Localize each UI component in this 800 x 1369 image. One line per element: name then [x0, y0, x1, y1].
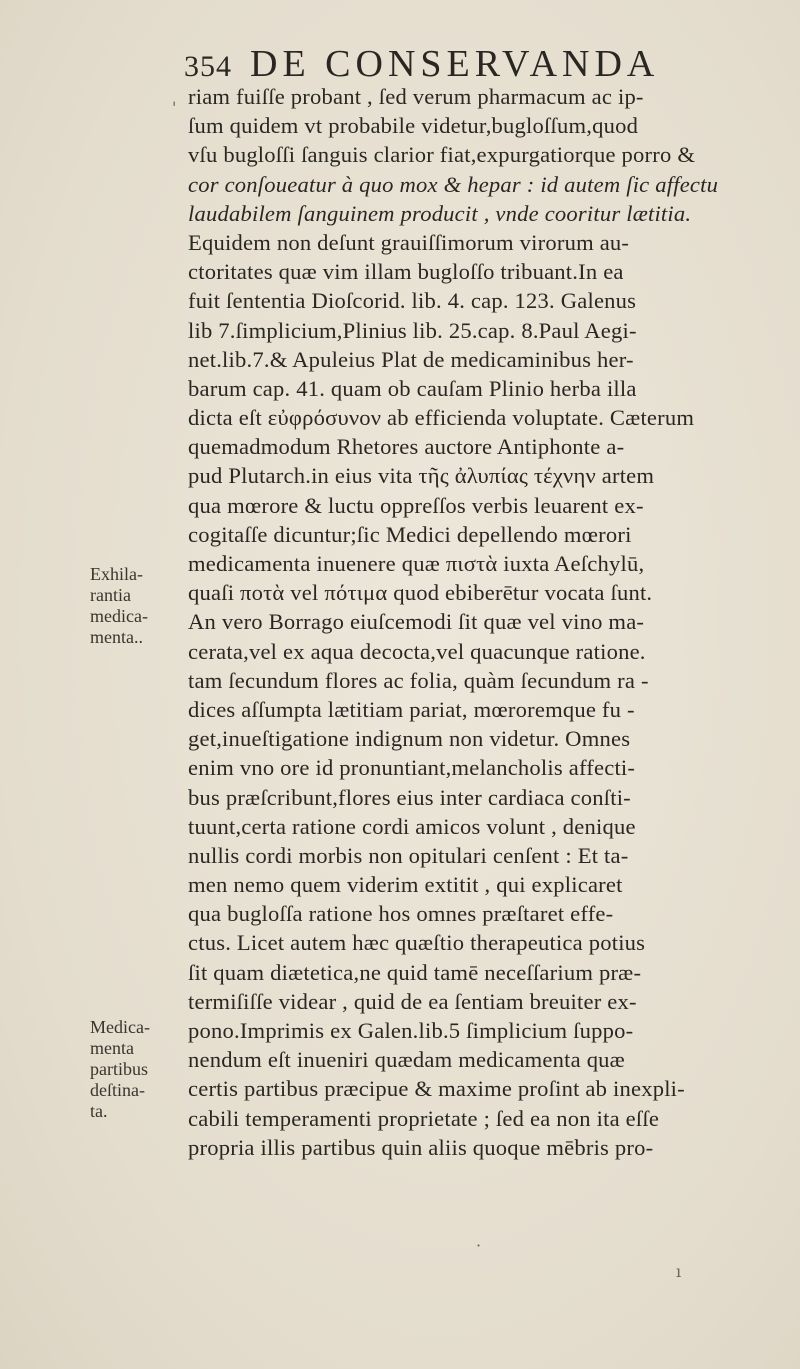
- marginal-note-line: deſtina-: [90, 1080, 145, 1100]
- text-line: ſum quidem vt probabile videtur,bugloſſum,quod: [188, 113, 639, 139]
- running-title: DE CONSERVANDA: [250, 43, 660, 85]
- ink-speck: ': [172, 98, 177, 117]
- marginal-note-line: Exhila-: [90, 564, 143, 584]
- text-line: termiſiſſe videar , quid de ea ſentiam breuiter ex-: [188, 988, 637, 1014]
- text-line: bus præſcribunt,flores eius inter cardiaca conſti-: [188, 784, 631, 810]
- text-line: fuit ſententia Dioſcorid. lib. 4. cap. 123. Galenus: [188, 288, 637, 314]
- text-line: cor conſoueatur à quo mox & hepar : id autem ſic affectu: [188, 171, 719, 197]
- text-line: qua mœrore & luctu oppreſſos verbis leuarent ex-: [188, 492, 644, 518]
- text-line: lib 7.ſimplicium,Plinius lib. 25.cap. 8.Paul Aegi-: [188, 317, 637, 343]
- text-line: dicta eſt εὐφρόσυνον ab efficienda voluptate. Cæterum: [188, 405, 695, 431]
- body-text: [188, 82, 778, 1162]
- marginal-note-line: menta: [90, 1038, 134, 1058]
- marginal-note-medicamenta: [90, 1017, 182, 1122]
- text-line: qua bugloſſa ratione hos omnes præſtaret effe-: [188, 901, 614, 927]
- text-line: net.lib.7.& Apuleius Plat de medicaminibus her-: [188, 346, 634, 372]
- marginal-note-exhilarantia: [90, 564, 182, 648]
- text-line: ſit quam diætetica,ne quid tamē neceſſarium præ-: [188, 959, 642, 985]
- text-line: cogitaſſe dicuntur;ſic Medici depellendo mœrori: [188, 521, 632, 547]
- text-line: quemadmodum Rhetores auctore Antiphonte a-: [188, 434, 625, 460]
- text-line: Equidem non deſunt grauiſſimorum virorum au-: [188, 229, 630, 255]
- text-line: An vero Borrago eiuſcemodi ſit quæ vel vino ma-: [188, 609, 645, 635]
- text-line: ctus. Licet autem hæc quæſtio therapeutica potius: [188, 930, 646, 956]
- marginal-note-line: Medica-: [90, 1017, 150, 1037]
- marginal-note-line: partibus: [90, 1059, 148, 1079]
- marginal-note-line: medica-: [90, 606, 148, 626]
- text-line: dices aſſumpta lætitiam pariat, mœroremque fu -: [188, 696, 635, 722]
- running-head: [184, 42, 659, 86]
- text-line: tuunt,certa ratione cordi amicos volunt , denique: [188, 813, 636, 839]
- text-line: nendum eſt inueniri quædam medicamenta quæ: [188, 1047, 625, 1073]
- text-line: get,inueſtigatione indignum non videtur. Omnes: [188, 726, 631, 752]
- text-line: pud Plutarch.in eius vita τῆς ἀλυπίας τέχνην artem: [188, 463, 655, 489]
- text-line: certis partibus præcipue & maxime proſint ab inexpli-: [188, 1076, 685, 1102]
- text-line: vſu bugloſſi ſanguis clarior fiat,expurgatiorque porro &: [188, 142, 696, 168]
- marginal-note-line: rantia: [90, 585, 131, 605]
- text-line: nullis cordi morbis non opitulari cenſent : Et ta-: [188, 842, 629, 868]
- text-line: tam ſecundum flores ac folia, quàm ſecundum ra -: [188, 667, 649, 693]
- text-line: enim vno ore id pronuntiant,melancholis affecti-: [188, 755, 636, 781]
- text-line: barum cap. 41. quam ob cauſam Plinio herba illa: [188, 375, 637, 401]
- text-line: riam fuiſſe probant , ſed verum pharmacum ac ip-: [188, 84, 644, 109]
- ink-speck: ·: [476, 1236, 482, 1255]
- text-line: pono.Imprimis ex Galen.lib.5 ſimplicium ſuppo-: [188, 1018, 634, 1043]
- marginal-note-line: ta.: [90, 1101, 108, 1121]
- text-line: cabili temperamenti proprietate ; ſed ea non ita eſſe: [188, 1105, 660, 1131]
- text-line: cerata,vel ex aqua decocta,vel quacunque ratione.: [188, 638, 646, 664]
- ink-speck: ı: [676, 1262, 682, 1281]
- text-line: quaſi ποτὰ vel πότιμα quod ebiberētur vocata ſunt.: [188, 580, 653, 606]
- page-number: 354: [184, 50, 232, 83]
- text-line: men nemo quem viderim extitit , qui explicaret: [188, 872, 623, 898]
- text-line: medicamenta inuenere quæ πιστὰ iuxta Aeſchylū,: [188, 551, 645, 576]
- text-line: propria illis partibus quin aliis quoque mēbris pro-: [188, 1134, 654, 1160]
- marginal-note-line: menta..: [90, 627, 143, 647]
- text-line: ctoritates quæ vim illam bugloſſo tribuant.In ea: [188, 259, 624, 285]
- text-line: laudabilem ſanguinem producit , vnde cooritur lætitia.: [188, 200, 692, 226]
